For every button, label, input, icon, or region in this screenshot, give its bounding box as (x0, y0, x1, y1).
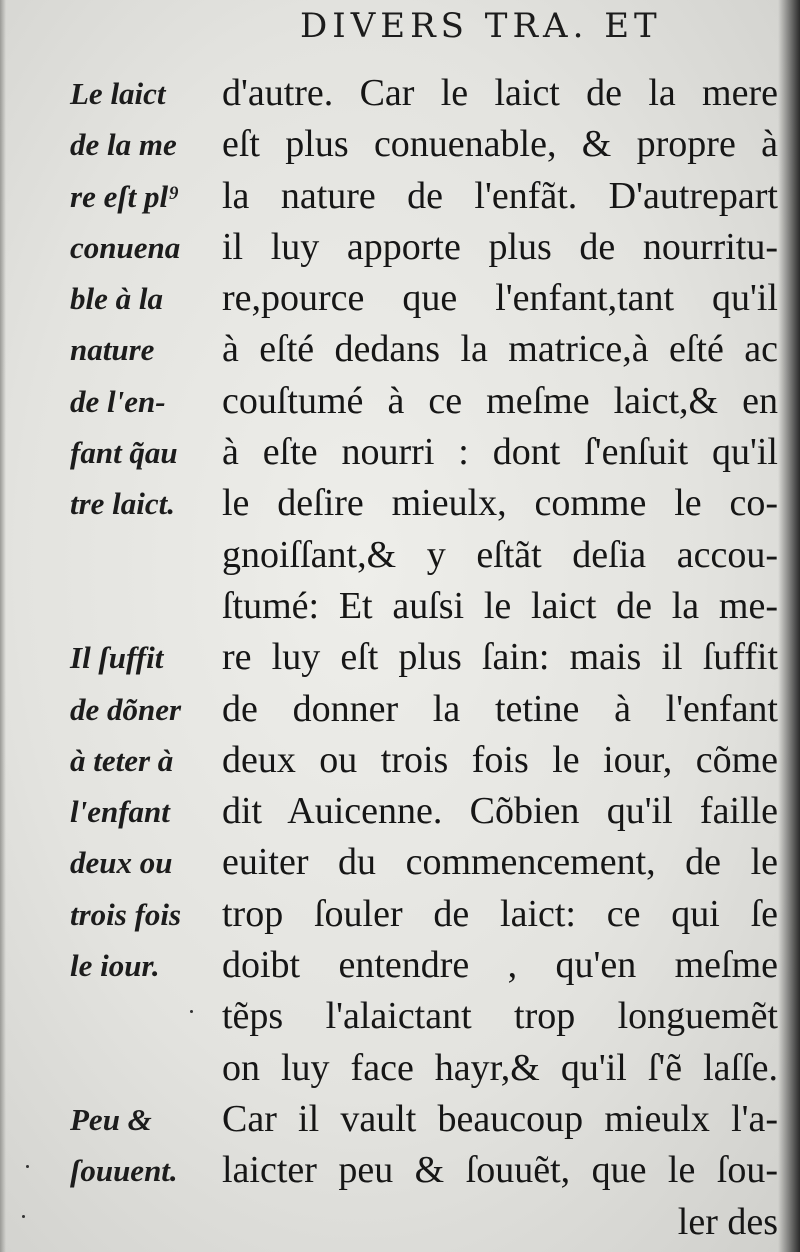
margin-note-line: deux ou (70, 845, 173, 881)
text-line: ſtumé: Et auſsi le laict de la me- (222, 584, 778, 627)
text-line: de donner la tetine à l'enfant (222, 687, 778, 730)
margin-note-line: tre laict. (70, 486, 176, 522)
text-line: doibt entendre , qu'en meſme (222, 944, 778, 987)
text-line: ler des (677, 1200, 778, 1243)
page-right-gutter (778, 0, 800, 1252)
text-line: couſtumé à ce meſme laict,& en (222, 379, 778, 422)
margin-note-line: le iour. (70, 948, 160, 984)
text-line: trop ſouler de laict: ce qui ſe (222, 892, 778, 935)
text-line: Car il vault beaucoup mieulx l'a- (222, 1097, 778, 1140)
text-line: on luy face hayr,& qu'il ſ'ẽ laſſe. (222, 1046, 778, 1089)
margin-note-line: de dõner (70, 691, 182, 727)
text-line: la nature de l'enfãt. D'autrepart (222, 174, 778, 217)
margin-note-line: de l'en- (70, 383, 166, 419)
ink-speck (22, 1215, 25, 1218)
margin-note-line: conuena (70, 229, 181, 265)
running-head: DIVERS TRA. ET (300, 6, 662, 46)
main-text-block (222, 68, 778, 1248)
text-line: deux ou trois fois le iour, cõme (222, 738, 778, 781)
text-line: euiter du commencement, de le (222, 841, 778, 884)
margin-note-line: ble à la (70, 281, 163, 317)
margin-note-suffit (70, 632, 215, 991)
margin-note-line: à teter à (70, 742, 174, 778)
margin-note-line: re eſt pl⁹ (70, 178, 179, 214)
text-line: re luy eſt plus ſain: mais il ſuffit (222, 636, 778, 679)
text-line: à eſté dedans la matrice,à eſté ac (222, 328, 778, 371)
text-line: laicter peu & ſouuẽt, que le ſou- (222, 1149, 778, 1192)
text-line: tẽps l'alaictant trop longuemẽt (222, 995, 778, 1038)
margin-note-line: fant q̃au (70, 435, 178, 471)
margin-notes (70, 68, 215, 1197)
text-line: re,pource que l'enfant,tant qu'il (222, 277, 778, 320)
margin-note-line: nature (70, 332, 155, 368)
margin-note-line: trois fois (70, 896, 182, 932)
text-line: à eſte nourri : dont ſ'enſuit qu'il (222, 431, 778, 474)
margin-note-peu (70, 1094, 215, 1197)
text-line: dit Auicenne. Cõbien qu'il faille (222, 790, 778, 833)
margin-note-laict (70, 68, 215, 530)
text-line: le deſire mieulx, comme le co- (222, 482, 778, 525)
text-line: eſt plus conuenable, & propre à (222, 123, 778, 166)
margin-note-line: Le laict (70, 76, 166, 111)
text-line: d'autre. Car le laict de la mere (222, 72, 778, 114)
margin-note-line: Il ſuffit (70, 640, 164, 676)
margin-note-line: ſouuent. (70, 1153, 178, 1189)
margin-note-line: l'enfant (70, 794, 170, 830)
page-left-shadow (0, 0, 6, 1252)
margin-note-line: de la me (70, 127, 177, 163)
margin-note-line: Peu & (70, 1101, 152, 1137)
ink-speck (26, 1165, 29, 1168)
text-line: gnoiſſant,& y eſtãt deſia accou- (222, 533, 778, 576)
ink-speck (190, 1010, 193, 1013)
text-line: il luy apporte plus de nourritu- (222, 225, 778, 268)
